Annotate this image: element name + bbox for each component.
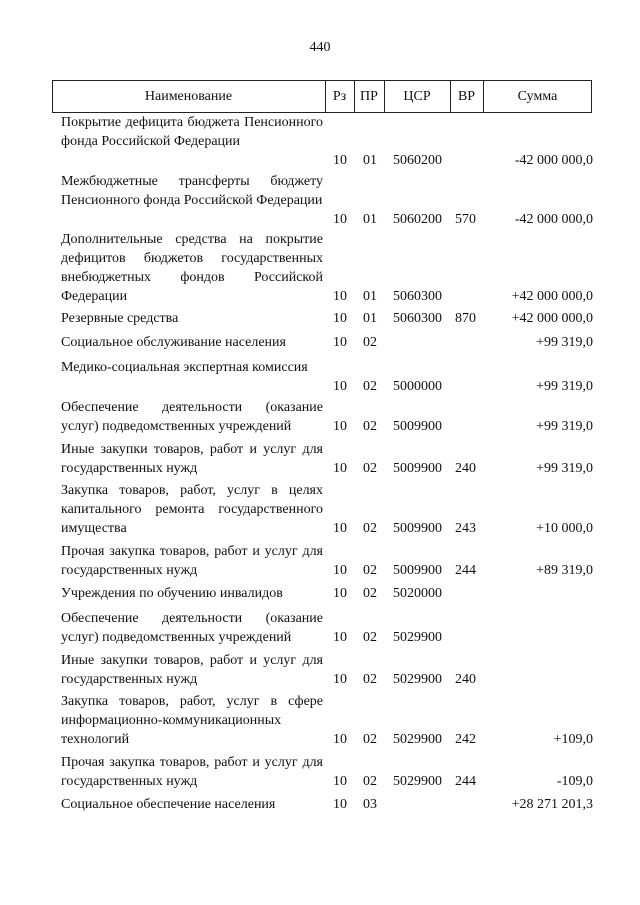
row-rz: 10 [333, 774, 347, 789]
header-rz: Рз [332, 89, 347, 104]
row-rz: 10 [333, 153, 347, 168]
row-rz: 10 [333, 563, 347, 578]
row-rz: 10 [333, 289, 347, 304]
page-number: 440 [309, 40, 331, 55]
row-pr: 02 [363, 379, 377, 394]
header-name: Наименование [144, 89, 233, 104]
row-sum: -109,0 [556, 774, 593, 789]
row-rz: 10 [333, 630, 347, 645]
row-csr: 5060200 [393, 212, 442, 227]
table-row [0, 172, 640, 229]
row-vr: 240 [455, 461, 476, 476]
row-vr: 243 [455, 521, 476, 536]
row-rz: 10 [333, 419, 347, 434]
row-csr: 5029900 [393, 630, 442, 645]
row-csr: 5029900 [393, 732, 442, 747]
table-row [0, 753, 640, 791]
row-pr: 02 [363, 672, 377, 687]
row-rz: 10 [333, 311, 347, 326]
table-row [0, 609, 640, 647]
row-pr: 01 [363, 289, 377, 304]
table-row [0, 692, 640, 749]
table-row [0, 651, 640, 689]
row-sum: +99 319,0 [536, 461, 593, 476]
row-csr: 5009900 [393, 419, 442, 434]
row-vr: 244 [455, 774, 476, 789]
row-csr: 5060300 [393, 311, 442, 326]
row-vr: 240 [455, 672, 476, 687]
row-name: Покрытие дефицита бюджета Пенсионного фонда Российской Федерации [61, 115, 323, 149]
row-rz: 10 [333, 335, 347, 350]
row-name: Дополнительные средства на покрытие дефицитов бюджетов государственных внебюджетных фондов Российской Федерации [61, 232, 323, 304]
table-row [0, 481, 640, 538]
row-rz: 10 [333, 379, 347, 394]
row-pr: 02 [363, 586, 377, 601]
header-pr: ПР [360, 89, 378, 104]
row-pr: 02 [363, 461, 377, 476]
row-rz: 10 [333, 797, 347, 812]
row-csr: 5029900 [393, 672, 442, 687]
row-name: Иные закупки товаров, работ и услуг для государственных нужд [61, 653, 323, 687]
row-sum: +42 000 000,0 [511, 289, 593, 304]
header-divider [591, 81, 592, 112]
row-pr: 02 [363, 419, 377, 434]
row-name: Иные закупки товаров, работ и услуг для государственных нужд [61, 442, 323, 476]
table-row [0, 230, 640, 306]
row-name: Социальное обслуживание населения [61, 335, 286, 350]
table-row [0, 398, 640, 436]
row-rz: 10 [333, 521, 347, 536]
table-row [0, 795, 640, 814]
row-pr: 02 [363, 521, 377, 536]
row-vr: 570 [455, 212, 476, 227]
row-name: Прочая закупка товаров, работ и услуг для государственных нужд [61, 544, 323, 578]
row-vr: 244 [455, 563, 476, 578]
row-name: Закупка товаров, работ, услуг в сфере информационно-коммуникационных технологий [61, 694, 323, 747]
row-sum: +109,0 [553, 732, 593, 747]
row-csr: 5060200 [393, 153, 442, 168]
row-rz: 10 [333, 212, 347, 227]
row-sum: +42 000 000,0 [511, 311, 593, 326]
row-sum: +10 000,0 [536, 521, 593, 536]
row-pr: 01 [363, 311, 377, 326]
row-name: Межбюджетные трансферты бюджету Пенсионного фонда Российской Федерации [61, 174, 323, 208]
row-sum: -42 000 000,0 [514, 153, 593, 168]
row-name: Закупка товаров, работ, услуг в целях капитального ремонта государственного имущества [61, 483, 323, 536]
header-vr: ВР [457, 89, 476, 104]
row-sum: +28 271 201,3 [511, 797, 593, 812]
row-name: Учреждения по обучению инвалидов [61, 586, 283, 601]
row-csr: 5000000 [393, 379, 442, 394]
table-row [0, 584, 640, 603]
row-name: Обеспечение деятельности (оказание услуг) подведомственных учреждений [61, 611, 323, 645]
row-name: Социальное обеспечение населения [61, 797, 276, 812]
row-name: Обеспечение деятельности (оказание услуг) подведомственных учреждений [61, 400, 323, 434]
row-pr: 02 [363, 335, 377, 350]
table-row [0, 440, 640, 478]
table-row [0, 113, 640, 170]
row-name: Медико-социальная экспертная комиссия [61, 360, 308, 375]
row-sum: +89 319,0 [536, 563, 593, 578]
row-pr: 02 [363, 774, 377, 789]
row-sum: +99 319,0 [536, 379, 593, 394]
row-sum: +99 319,0 [536, 419, 593, 434]
row-name: Резервные средства [61, 311, 179, 326]
row-pr: 02 [363, 630, 377, 645]
row-csr: 5009900 [393, 521, 442, 536]
row-pr: 02 [363, 732, 377, 747]
table-row [0, 542, 640, 580]
row-rz: 10 [333, 586, 347, 601]
row-csr: 5009900 [393, 461, 442, 476]
header-csr: ЦСР [403, 89, 431, 104]
row-csr: 5029900 [393, 774, 442, 789]
table-row [0, 333, 640, 352]
row-sum: +99 319,0 [536, 335, 593, 350]
row-rz: 10 [333, 732, 347, 747]
table-header [52, 80, 592, 113]
row-csr: 5009900 [393, 563, 442, 578]
row-pr: 02 [363, 563, 377, 578]
row-name: Прочая закупка товаров, работ и услуг для государственных нужд [61, 755, 323, 789]
row-rz: 10 [333, 672, 347, 687]
row-sum: -42 000 000,0 [514, 212, 593, 227]
row-csr: 5020000 [393, 586, 442, 601]
row-vr: 870 [455, 311, 476, 326]
table-row [0, 309, 640, 328]
row-pr: 01 [363, 153, 377, 168]
row-csr: 5060300 [393, 289, 442, 304]
row-rz: 10 [333, 461, 347, 476]
row-pr: 01 [363, 212, 377, 227]
row-pr: 03 [363, 797, 377, 812]
header-sum: Сумма [517, 89, 558, 104]
table-row [0, 358, 640, 396]
row-vr: 242 [455, 732, 476, 747]
